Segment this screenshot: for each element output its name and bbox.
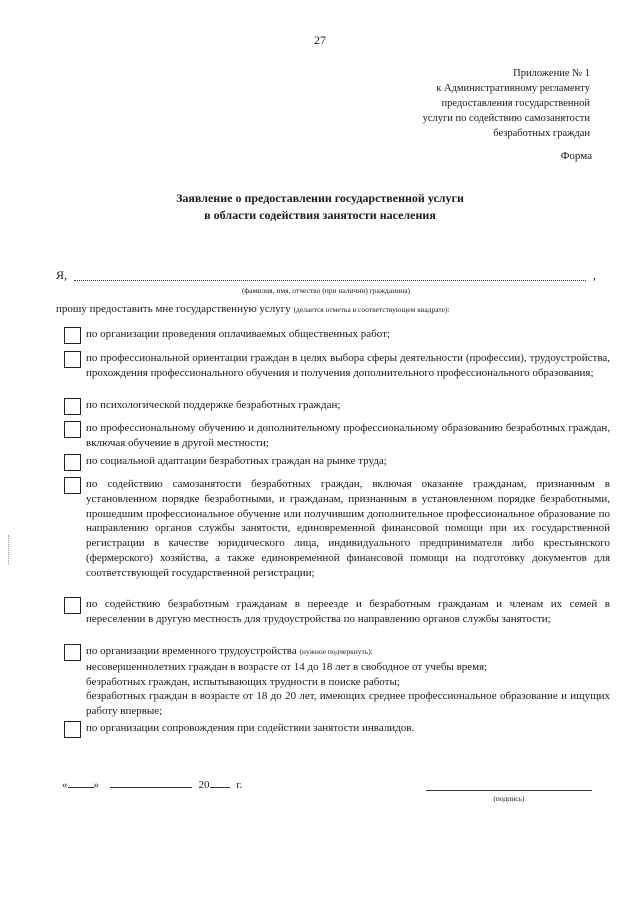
option-text	[86, 644, 610, 719]
option-career-guidance	[64, 351, 610, 397]
option-checkbox[interactable]	[64, 421, 81, 438]
request-line	[56, 303, 450, 315]
request-note: (делается отметка в соответствующем квадрате):	[293, 305, 450, 314]
option-checkbox[interactable]	[64, 351, 81, 368]
option-checkbox[interactable]	[64, 721, 81, 738]
option-subitem[interactable]: безработных граждан, испытывающих трудности в поиске работы;	[86, 675, 400, 688]
applicant-name-row	[56, 268, 596, 284]
option-text: по содействию самозанятости безработных граждан, включая оказание гражданам, признанным в установленном порядке безработными, и гражданам, признанным в установленном порядке безработными, прошедшим профессиональное обучение или получившим дополнительное профессиональное образование по направлению органов службы занятости, единовременной финансовой помощи при их государственной регистрации в качестве юридического лица, индивидуального предпринимателя либо крестьянского (фермерского) хозяйства, а также единовременной финансовой помощи на подготовку документов для соответствующей государственной регистрации;	[86, 478, 610, 579]
date-day-field[interactable]	[68, 787, 94, 788]
option-social-adaptation	[64, 454, 610, 472]
option-temporary-employment	[64, 644, 610, 718]
option-public-works	[64, 327, 610, 345]
option-text: по социальной адаптации безработных граждан на рынке труда;	[86, 455, 387, 467]
request-text: прошу предоставить мне государственную услугу	[56, 303, 294, 315]
form-label: Форма	[560, 150, 592, 162]
option-text: по организации проведения оплачиваемых общественных работ;	[86, 328, 390, 340]
option-main-text: по организации временного трудоустройства	[86, 645, 300, 657]
applicant-name-field[interactable]	[74, 280, 586, 281]
date-open-quote: «	[62, 779, 68, 791]
title-line-1: Заявление о предоставлении государственной услуги	[176, 191, 464, 205]
appendix-line: к Административному регламенту	[436, 83, 590, 94]
date-year-prefix: 20	[198, 779, 210, 791]
option-disabled-support	[64, 721, 610, 739]
date-year-field[interactable]	[210, 787, 230, 788]
date-close-quote: »	[93, 779, 99, 791]
appendix-line: предоставления государственной	[441, 98, 590, 109]
option-checkbox[interactable]	[64, 454, 81, 471]
appendix-block	[330, 66, 590, 141]
applicant-comma: ,	[593, 268, 596, 282]
page-number: 27	[314, 33, 326, 47]
option-text: по психологической поддержке безработных граждан;	[86, 399, 341, 411]
option-self-employment	[64, 477, 610, 597]
signature-hint: (подпись)	[493, 794, 525, 803]
title-line-2: в области содействия занятости населения	[204, 208, 436, 222]
option-relocation	[64, 597, 610, 643]
option-subitem[interactable]: безработных граждан в возрасте от 18 до 20 лет, имеющих среднее профессиональное образование и ищущих работу впервые;	[86, 690, 610, 718]
document-title	[0, 190, 640, 224]
applicant-prefix: Я,	[56, 268, 68, 282]
option-professional-training	[64, 421, 610, 453]
option-checkbox[interactable]	[64, 597, 81, 614]
option-psychological-support	[64, 398, 610, 416]
option-checkbox[interactable]	[64, 644, 81, 661]
date-row	[62, 779, 242, 791]
option-checkbox[interactable]	[64, 327, 81, 344]
appendix-line: безработных граждан	[493, 128, 590, 139]
appendix-line: Приложение № 1	[513, 68, 590, 79]
scan-artifact	[8, 535, 10, 565]
option-text: по профессиональной ориентации граждан в целях выбора сферы деятельности (профессии), трудоустройства, прохождения профессионального обучения и получения дополнительного профессионального образования;	[86, 352, 610, 379]
appendix-line: услуги по содействию самозанятости	[422, 113, 590, 124]
option-checkbox[interactable]	[64, 398, 81, 415]
option-text: по профессиональному обучению и дополнительному профессиональному образованию безработных граждан, включая обучение в другой местности;	[86, 422, 610, 449]
option-text: по организации сопровождения при содействии занятости инвалидов.	[86, 722, 415, 734]
option-subitem[interactable]: несовершеннолетних граждан в возрасте от 14 до 18 лет в свободное от учебы время;	[86, 660, 488, 673]
option-text: по содействию безработным гражданам в переезде и безработным гражданам и членам их семей в переселении в другую местность для трудоустройства по направлению органов службы занятости;	[86, 598, 610, 625]
signature-field[interactable]	[426, 790, 592, 791]
date-month-field[interactable]	[110, 787, 192, 788]
applicant-name-hint: (фамилия, имя, отчество (при наличии) гражданина)	[241, 286, 411, 295]
option-checkbox[interactable]	[64, 477, 81, 494]
date-year-suffix: г.	[236, 779, 243, 791]
option-note: (нужное подчеркнуть):	[299, 647, 373, 656]
